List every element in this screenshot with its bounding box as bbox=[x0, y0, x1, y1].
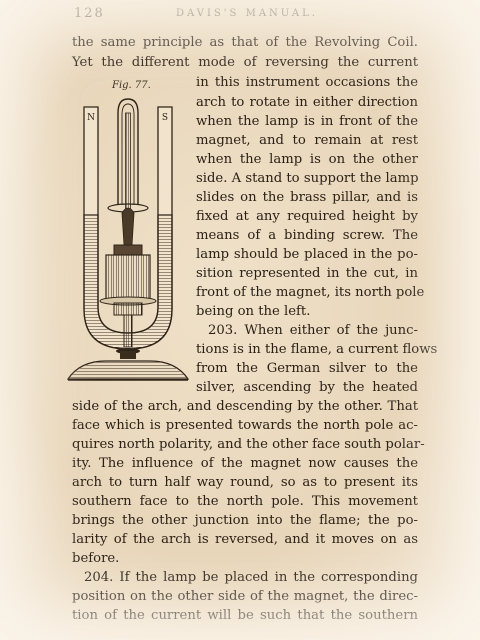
stand-base bbox=[68, 361, 188, 379]
text-line: being on the left. bbox=[196, 304, 311, 319]
text-line: southern face to the north pole. This movement bbox=[72, 494, 418, 509]
flame bbox=[122, 208, 134, 248]
text-line: sition represented in the cut, in bbox=[196, 266, 418, 281]
text-line: arch to rotate in either direction bbox=[196, 95, 418, 110]
lamp-top bbox=[114, 245, 142, 255]
text-line: magnet, and to remain at rest bbox=[196, 133, 418, 148]
text-line: tion of the current will be such that the southern bbox=[72, 608, 418, 623]
brass-pillar bbox=[124, 315, 132, 347]
paragraph-203-start: 203. When either of the junc- bbox=[208, 323, 418, 338]
text-line: when the lamp is in front of the bbox=[196, 114, 418, 129]
figure-label: Fig. 77. bbox=[112, 80, 151, 91]
pole-s-label: S bbox=[161, 113, 169, 123]
text-line: means of a binding screw. The bbox=[196, 228, 418, 243]
pole-n-label: N bbox=[87, 113, 95, 123]
text-line: side of the arch, and descending by the other. That bbox=[72, 399, 418, 414]
figure-77-illustration bbox=[66, 95, 190, 387]
text-line: tions is in the flame, a current flows bbox=[196, 342, 438, 357]
text-line: brings the other junction into the flame; the po- bbox=[72, 513, 418, 528]
text-line: the same principle as that of the Revolving Coil. bbox=[72, 35, 418, 50]
text-line: slides on the brass pillar, and is bbox=[196, 190, 418, 205]
running-title: DAVIS'S MANUAL. bbox=[176, 8, 318, 19]
lamp-body bbox=[106, 255, 150, 301]
text-line: Yet the different mode of reversing the current bbox=[72, 55, 418, 70]
paragraph-204-start: 204. If the lamp be placed in the corresponding bbox=[84, 570, 418, 585]
text-line: ity. The influence of the magnet now causes the bbox=[72, 456, 418, 471]
text-line: side. A stand to support the lamp bbox=[196, 171, 419, 186]
text-line: arch to turn half way round, so as to present its bbox=[72, 475, 418, 490]
text-line: before. bbox=[72, 551, 120, 566]
text-line: when the lamp is on the other bbox=[196, 152, 418, 167]
text-line: lamp should be placed in the po- bbox=[196, 247, 418, 262]
text-line: quires north polarity, and the other face south polar- bbox=[72, 437, 425, 452]
text-line: larity of the arch is reversed, and it moves on as bbox=[72, 532, 418, 547]
text-line: position on the other side of the magnet, the direc- bbox=[72, 589, 418, 604]
text-line: from the German silver to the bbox=[196, 361, 418, 376]
page-header bbox=[74, 6, 420, 24]
page-number: 128 bbox=[74, 6, 105, 21]
text-line: in this instrument occasions the bbox=[196, 75, 418, 90]
thermo-magnet-drawing bbox=[66, 95, 190, 387]
text-line: face which is presented towards the north pole ac- bbox=[72, 418, 418, 433]
text-line: front of the magnet, its north pole bbox=[196, 285, 425, 300]
text-line: silver, ascending by the heated bbox=[196, 380, 418, 395]
text-line: fixed at any required height by bbox=[196, 209, 418, 224]
